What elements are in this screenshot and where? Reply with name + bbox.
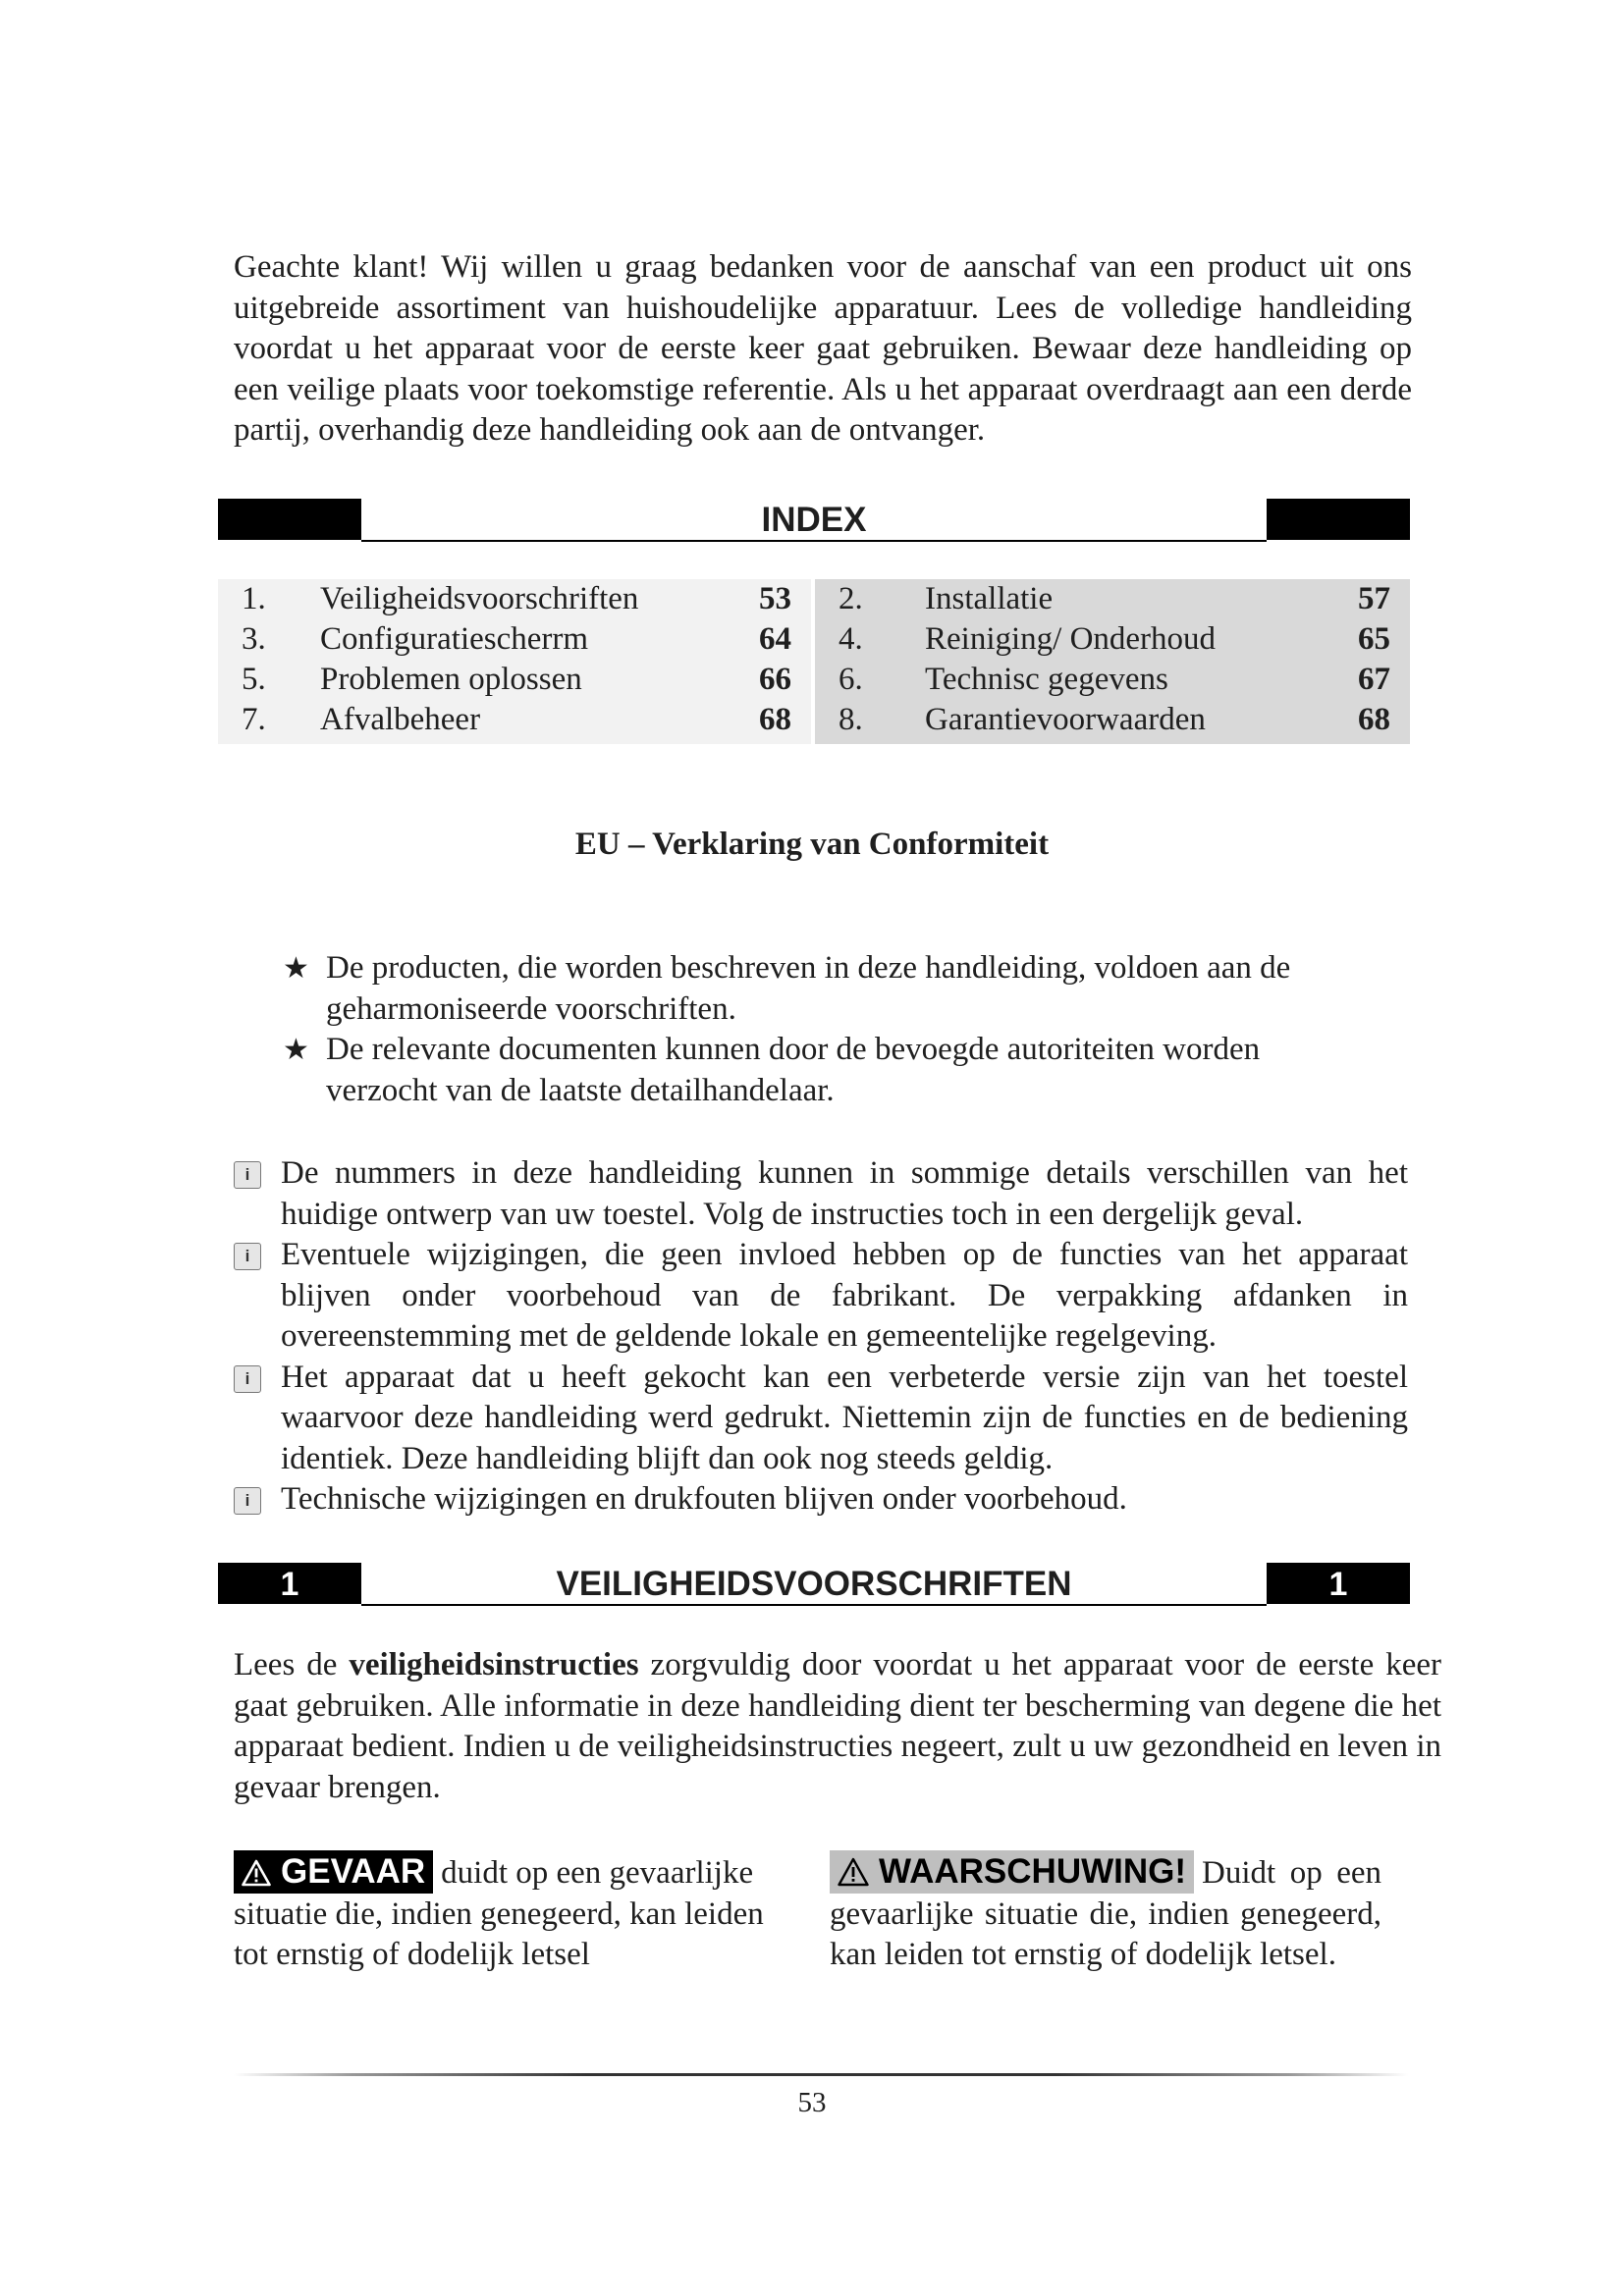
note-item bbox=[234, 1358, 1408, 1480]
index-number: 1. bbox=[242, 581, 266, 616]
note-text: Het apparaat dat u heeft gekocht kan een verbeterde versie zijn van het toestel waarvoor deze handleiding werd gedrukt. Niettemin zijn de functies en de bediening identiek. Deze handleiding blijft dan ook nog steeds geldig. bbox=[281, 1359, 1408, 1476]
conformity-title: EU – Verklaring van Conformiteit bbox=[574, 827, 1050, 862]
warning-triangle-icon bbox=[242, 1859, 271, 1887]
index-label: Configuratiescherrm bbox=[320, 621, 589, 657]
index-row[interactable] bbox=[218, 619, 811, 660]
star-icon: ★ bbox=[283, 952, 309, 985]
warning-tag bbox=[830, 1850, 1194, 1894]
safety-emphasis: veiligheidsinstructies bbox=[349, 1647, 639, 1682]
index-page: 66 bbox=[759, 662, 791, 697]
index-label: Veiligheidsvoorschriften bbox=[320, 581, 639, 616]
index-number: 5. bbox=[242, 662, 266, 697]
safety-text-end: zorgvuldig door voordat u het apparaat voor de eerste keer gaat gebruiken. Alle informatie in deze handleiding dient ter bescherming van degene die het apparaat bedient. Indien u de veiligheidsinstructies negeert, zult u uw gezondheid en leven in gevaar brengen. bbox=[234, 1647, 1441, 1805]
index-page: 65 bbox=[1358, 621, 1390, 657]
info-icon: i bbox=[234, 1487, 261, 1515]
warning-tag-label: WAARSCHUWING! bbox=[879, 1852, 1187, 1891]
star-icon: ★ bbox=[283, 1034, 309, 1066]
page-number: 53 bbox=[797, 2087, 827, 2118]
index-label: Problemen oplossen bbox=[320, 662, 582, 697]
index-row[interactable] bbox=[815, 619, 1410, 660]
index-table bbox=[218, 579, 1410, 744]
index-row[interactable] bbox=[815, 579, 1410, 619]
warning-triangle-icon bbox=[838, 1857, 869, 1887]
safety-paragraph bbox=[234, 1645, 1441, 1808]
index-label: Reiniging/ Onderhoud bbox=[925, 621, 1217, 657]
safety-text-start: Lees de bbox=[234, 1647, 350, 1682]
index-header bbox=[218, 499, 1410, 542]
header-block-left bbox=[218, 499, 361, 540]
danger-text: duidt op een gevaarlijke situatie die, indien genegeerd, kan leiden tot ernstig of dodelijk letsel bbox=[234, 1855, 764, 1972]
intro-paragraph: Geachte klant! Wij willen u graag bedanken voor de aanschaf van een product uit ons uitgebreide assortiment van huishoudelijke apparatuur. Lees de volledige handleiding voordat u het apparaat voor de eerste keer gaat gebruiken. Bewaar deze handleiding op een veilige plaats voor toekomstige referentie. Als u het apparaat overdraagt aan een derde partij, overhandig deze handleiding ook aan de ontvanger. bbox=[234, 249, 1412, 448]
warning-box bbox=[830, 1850, 1381, 1976]
index-column-left bbox=[218, 579, 811, 744]
index-number: 3. bbox=[242, 621, 266, 657]
index-number: 8. bbox=[839, 702, 863, 737]
section-header bbox=[218, 1563, 1410, 1606]
note-item bbox=[234, 1153, 1408, 1235]
note-text: Technische wijzigingen en drukfouten blijven onder voorbehoud. bbox=[281, 1481, 1127, 1517]
danger-tag bbox=[234, 1850, 433, 1894]
note-item bbox=[234, 1479, 1408, 1521]
notes-list bbox=[234, 1153, 1408, 1521]
index-label: Afvalbeheer bbox=[320, 702, 481, 737]
note-text: De nummers in deze handleiding kunnen in sommige details verschillen van het huidige ontwerp van uw toestel. Volg de instructies toch in een dergelijk geval. bbox=[281, 1155, 1408, 1232]
section-number-right: 1 bbox=[1267, 1563, 1410, 1604]
footer-divider bbox=[234, 2073, 1408, 2076]
index-number: 2. bbox=[839, 581, 863, 616]
header-block-right bbox=[1267, 499, 1410, 540]
index-page: 67 bbox=[1358, 662, 1390, 697]
section-title: VEILIGHEIDSVOORSCHRIFTEN bbox=[361, 1563, 1267, 1606]
conformity-item bbox=[283, 1030, 1363, 1111]
index-label: Technisc gegevens bbox=[925, 662, 1168, 697]
info-icon: i bbox=[234, 1243, 261, 1270]
warning-text: Duidt op een gevaarlijke situatie die, indien genegeerd, kan leiden tot ernstig of dodelijk letsel. bbox=[830, 1855, 1381, 1972]
index-label: Garantievoorwaarden bbox=[925, 702, 1206, 737]
index-row[interactable] bbox=[815, 700, 1410, 740]
info-icon: i bbox=[234, 1161, 261, 1189]
index-row[interactable] bbox=[218, 660, 811, 700]
index-page: 57 bbox=[1358, 581, 1390, 616]
index-label: Installatie bbox=[925, 581, 1054, 616]
index-number: 6. bbox=[839, 662, 863, 697]
index-row[interactable] bbox=[218, 579, 811, 619]
index-column-right bbox=[815, 579, 1410, 744]
index-row[interactable] bbox=[815, 660, 1410, 700]
conformity-item bbox=[283, 948, 1363, 1030]
note-text: Eventuele wijzigingen, die geen invloed hebben op de functies van het apparaat blijven onder voorbehoud van de fabrikant. De verpakking afdanken in overeenstemming met de geldende lokale en gemeentelijke regelgeving. bbox=[281, 1237, 1408, 1354]
danger-tag-label: GEVAAR bbox=[281, 1852, 426, 1891]
index-page: 68 bbox=[1358, 702, 1390, 737]
info-icon: i bbox=[234, 1365, 261, 1393]
conformity-text: De relevante documenten kunnen door de bevoegde autoriteiten worden verzocht van de laatste detailhandelaar. bbox=[326, 1032, 1261, 1108]
index-title: INDEX bbox=[361, 499, 1267, 542]
danger-box bbox=[234, 1850, 798, 1976]
index-number: 4. bbox=[839, 621, 863, 657]
conformity-list bbox=[283, 948, 1363, 1111]
index-number: 7. bbox=[242, 702, 266, 737]
index-row[interactable] bbox=[218, 700, 811, 740]
note-item bbox=[234, 1235, 1408, 1358]
index-page: 68 bbox=[759, 702, 791, 737]
section-number-left: 1 bbox=[218, 1563, 361, 1604]
index-page: 53 bbox=[759, 581, 791, 616]
index-page: 64 bbox=[759, 621, 791, 657]
conformity-text: De producten, die worden beschreven in deze handleiding, voldoen aan de geharmoniseerde voorschriften. bbox=[326, 950, 1291, 1027]
